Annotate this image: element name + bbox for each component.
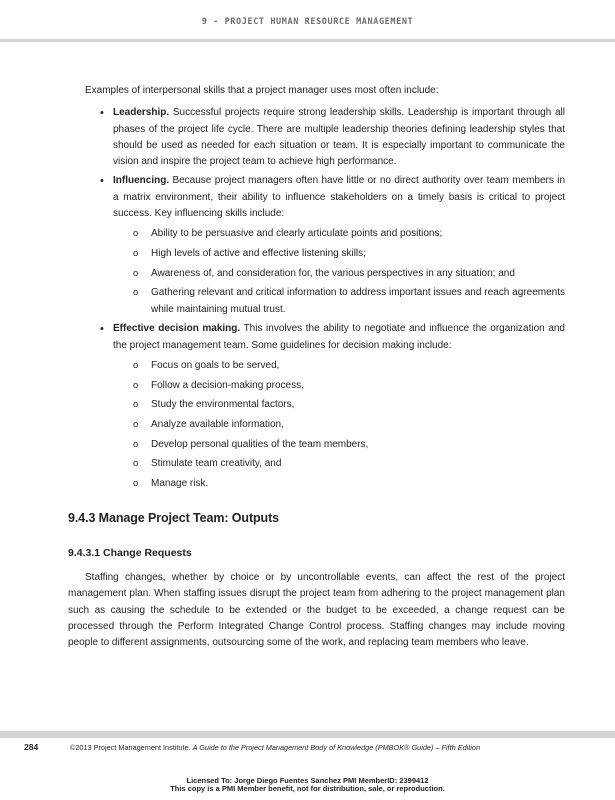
copyright-prefix: ©2013 Project Management Institute. [70,743,193,752]
intro-paragraph: Examples of interpersonal skills that a project manager uses most often include: [85,85,439,96]
sub-list-item: o Focus on goals to be served, [113,358,565,374]
bullet-text: Because project managers often have little or no direct authority over team members in a matrix environment, their ability to influence stakeholders on a timely basis is critical to project success. Key influencing skills include: [113,175,565,220]
section-heading: 9.4.3 Manage Project Team: Outputs [68,511,280,526]
bullet-term: Influencing. [113,175,170,187]
subsection-heading: 9.4.3.1 Change Requests [68,546,192,559]
sub-list-item: o Gathering relevant and critical information to address important issues and reach agreements while maintaining mutual trust. [113,285,565,318]
list-item [68,321,565,492]
license-line: Licensed To: Jorge Diego Fuentes Sanchez PMI MemberID: 2399412 [186,776,429,785]
sub-list [113,358,565,492]
sub-list-item: o Study the environmental factors, [113,397,565,413]
sub-list-item: o Ability to be persuasive and clearly articulate points and positions; [113,226,565,242]
license-notice [0,777,615,793]
list-item [68,105,565,170]
page-header [0,0,615,40]
header-divider [0,39,615,42]
sub-list-item: o Follow a decision-making process, [113,378,565,394]
footer-divider [0,731,615,738]
sub-list-item: o High levels of active and effective listening skills; [113,246,565,262]
sub-list-item: o Awareness of, and consideration for, the various perspectives in any situation; and [113,266,565,282]
book-title: A Guide to the Project Management Body of Knowledge (PMBOK® Guide) – Fifth Edition [192,743,481,752]
bullet-text: Successful projects require strong leadership skills. Leadership is important through all phases of the project life cycle. There are multiple leadership theories defining leadership styles that should be used as needed for each situation or team. It is especially important to communicate the vision and inspire the project team to achieve high performance. [113,107,565,168]
chapter-title: 9 - PROJECT HUMAN RESOURCE MANAGEMENT [201,17,414,27]
sub-list [113,226,565,318]
bullet-text: This involves the ability to negotiate and influence the organization and the project management team. Some guidelines for decision making include: [113,323,565,351]
bullet-term: Effective decision making. [113,323,241,335]
page-number: 284 [24,742,39,752]
sub-list-item: o Analyze available information, [113,417,565,433]
license-line: This copy is a PMI Member benefit, not for distribution, sale, or reproduction. [170,784,445,793]
sub-list-item: o Develop personal qualities of the team members, [113,437,565,453]
sub-list-item: o Manage risk. [113,476,565,492]
bullet-term: Leadership. [113,107,170,119]
copyright-line [70,743,480,752]
sub-list-item: o Stimulate team creativity, and [113,456,565,472]
list-item [68,173,565,318]
skills-list [68,105,565,492]
page-content [68,83,565,652]
body-paragraph: Staffing changes, whether by choice or by uncontrollable events, can affect the rest of the project management plan. When staffing issues disrupt the project team from adhering to the project management plan such as causing the schedule to be extended or the budget to be exceeded, a change request can be processed through the Perform Integrated Change Control process. Staffing changes may include moving people to different assignments, outsourcing some of the work, and replacing team members who leave. [68,572,565,649]
